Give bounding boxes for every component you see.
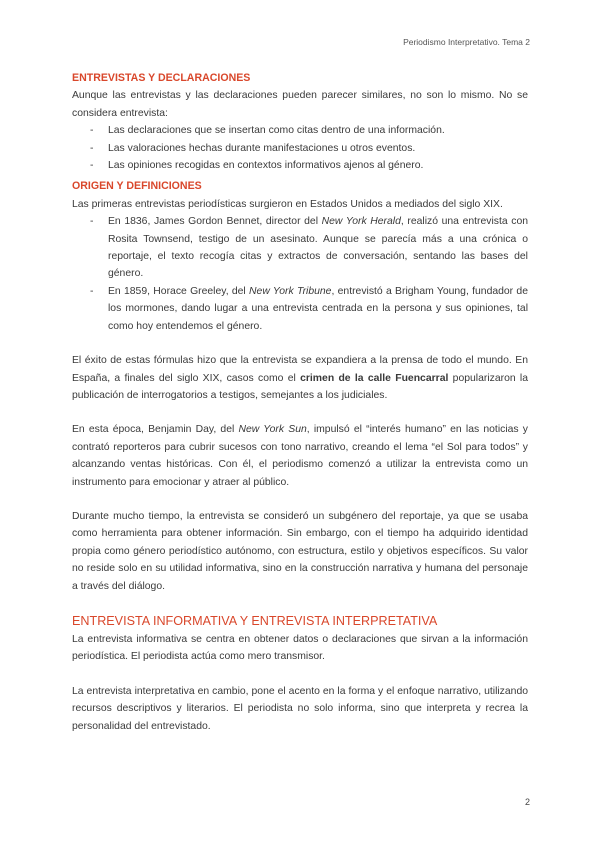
page-content [72, 70, 528, 735]
newspaper-name: New York Herald [321, 216, 401, 228]
paragraph-informativa: La entrevista informativa se centra en obtener datos o declaraciones que sirvan a la información periodística. El periodista actúa como mero transmisor. [72, 633, 528, 663]
page-number: 2 [524, 797, 530, 807]
list-item-text: Las opiniones recogidas en contextos informativos ajenos al género. [108, 160, 424, 172]
list-item [72, 122, 528, 139]
newspaper-name: New York Tribune [249, 285, 332, 297]
paragraph-interpretativa: La entrevista interpretativa en cambio, pone el acento en la forma y el enfoque narrativo, utilizando recursos descriptivos y literarios. El periodista no solo informa, sino que interpreta y recrea la personalidad del entrevistado. [72, 685, 528, 732]
para-text-after: , impulsó el “interés humano” en las noticias y contrató reporteros para cubrir sucesos con tono narrativo, creando el lema “el Sol para todos” y alcanzando ventas históricas. Con él, el periodismo comenzó a utilizar la entrevista como un instrumento para emocionar y atraer al público. [72, 424, 528, 488]
dash-bullet: - [90, 160, 94, 172]
item-text-before: En 1836, James Gordon Bennet, director del [108, 216, 322, 228]
origen-intro: Las primeras entrevistas periodísticas surgieron en Estados Unidos a mediados del siglo XIX. [72, 198, 503, 210]
list-item [72, 283, 528, 335]
paragraph-subgenero: Durante mucho tiempo, la entrevista se consideró un subgénero del reportaje, ya que se usaba como herramienta para obtener información. Sin embargo, con el tiempo ha adquirido identidad propia como género periodístico autónomo, con estructura, estilo y objetivos específicos. Su valor no reside solo en su utilidad informativa, sino en la construcción narrativa y humana del personaje a través del diálogo. [72, 510, 528, 592]
dash-bullet: - [90, 142, 94, 154]
list-item-text: Las declaraciones que se insertan como citas dentro de una información. [108, 125, 445, 137]
list-item [72, 213, 528, 283]
entrevistas-intro: Aunque las entrevistas y las declaraciones pueden parecer similares, no son lo mismo. No se considera entrevista: [72, 90, 528, 119]
list-item [72, 157, 528, 174]
section-heading-entrevistas: ENTREVISTAS Y DECLARACIONES [72, 72, 251, 84]
item-text-after: , entrevistó a Brigham Young, fundador de los mormones, dando lugar a una entrevista centrada en la persona y sus opiniones, tal como hoy entendemos el género. [108, 285, 528, 332]
origen-list [72, 213, 528, 335]
dash-bullet: - [90, 285, 94, 297]
list-item [72, 140, 528, 157]
dash-bullet: - [90, 125, 94, 137]
list-item-text: Las valoraciones hechas durante manifestaciones u otros eventos. [108, 142, 416, 154]
paragraph-benjamin-day [72, 421, 528, 491]
dash-bullet: - [90, 216, 94, 228]
item-text-after: , realizó una entrevista con Rosita Townsend, testigo de un asesinato. Aunque se parecía más a una crónica o reportaje, el texto recogía citas y extractos de conversación, sentando las bases del género. [108, 216, 528, 280]
bold-term: crimen de la calle Fuencarral [300, 372, 449, 384]
section-heading-informativa: ENTREVISTA INFORMATIVA Y ENTREVISTA INTERPRETATIVA [72, 613, 438, 628]
item-text-before: En 1859, Horace Greeley, del [108, 285, 250, 297]
para-text-after: popularizaron la publicación de interrogatorios a testigos, semejantes a los judiciales. [72, 372, 529, 401]
para-text-before: En esta época, Benjamin Day, del [72, 424, 239, 436]
para-text-before: El éxito de estas fórmulas hizo que la entrevista se expandiera a la prensa de todo el mundo. En España, a finales del siglo XIX, casos como el [72, 355, 528, 384]
newspaper-name: New York Sun [238, 424, 307, 436]
entrevistas-list [72, 122, 528, 174]
running-header: Periodismo Interpretativo. Tema 2 [403, 37, 530, 47]
section-heading-origen: ORIGEN Y DEFINICIONES [72, 180, 202, 193]
paragraph-expansion [72, 352, 528, 404]
